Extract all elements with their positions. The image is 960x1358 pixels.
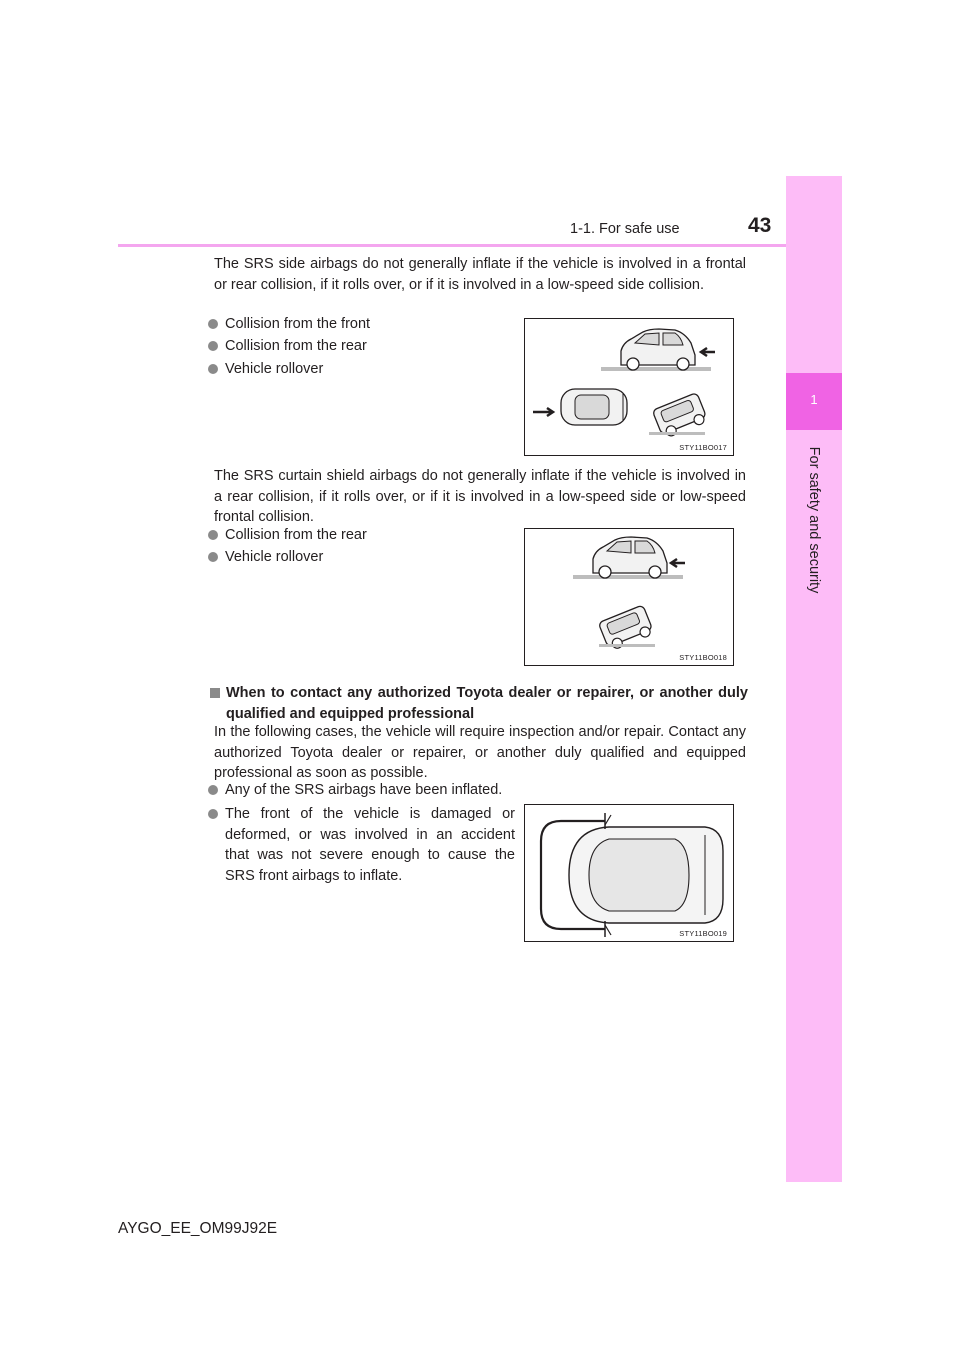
bullet-icon xyxy=(208,552,218,562)
heading-marker-icon xyxy=(210,688,220,698)
chapter-number: 1 xyxy=(810,392,818,407)
chapter-label: For safety and security xyxy=(806,446,822,594)
page-number: 43 xyxy=(748,214,772,237)
bullet-icon xyxy=(208,785,218,795)
figure-side-airbag-cases xyxy=(524,318,734,456)
bullet-icon xyxy=(208,341,218,351)
chapter-side-tab xyxy=(786,176,842,1182)
side-airbags-intro: The SRS side airbags do not generally inflate if the vehicle is involved in a frontal or rear collision, if it rolls over, or if it is involved in a low-speed side collision. xyxy=(214,256,746,293)
list-item: The front of the vehicle is damaged or deformed, or was involved in an accident that was not severe enough to cause the SRS front airbags to inflate. xyxy=(208,804,515,886)
car-side-view-icon xyxy=(601,329,711,371)
bullet-icon xyxy=(208,809,218,819)
running-header: 1-1. For safe use xyxy=(570,221,680,237)
figure-code: STY11BO019 xyxy=(679,929,727,938)
section-heading: When to contact any authorized Toyota dealer or repairer, or another duly qualified and equipped professional xyxy=(210,683,748,724)
list-item: Any of the SRS airbags have been inflated. xyxy=(208,780,502,801)
car-side-view-icon xyxy=(573,537,683,579)
car-top-view-icon xyxy=(561,389,627,425)
contact-section-body: In the following cases, the vehicle will require inspection and/or repair. Contact any authorized Toyota dealer or repairer, or another duly qualified and equipped professional as soon as possible. xyxy=(214,724,746,781)
figure-code: STY11BO018 xyxy=(679,653,727,662)
car-front-damage-illustration xyxy=(525,805,733,941)
car-collision-illustration xyxy=(525,529,733,665)
figure-code: STY11BO017 xyxy=(679,443,727,452)
document-code: AYGO_EE_OM99J92E xyxy=(118,1220,278,1237)
car-top-view-icon xyxy=(569,815,723,935)
header-rule xyxy=(118,244,842,247)
bullet-icon xyxy=(208,319,218,329)
car-collision-illustration xyxy=(525,319,733,455)
list-item: Vehicle rollover xyxy=(208,547,323,568)
list-item: Collision from the rear xyxy=(208,336,367,357)
list-item: Collision from the front xyxy=(208,314,370,335)
list-item: Collision from the rear xyxy=(208,525,367,546)
curtain-airbags-intro: The SRS curtain shield airbags do not generally inflate if the vehicle is involved in a rear collision, if it rolls over, or if it is involved in a low-speed side or low-speed frontal collision. xyxy=(214,468,746,525)
bullet-icon xyxy=(208,364,218,374)
bullet-icon xyxy=(208,530,218,540)
figure-front-damage xyxy=(524,804,734,942)
list-item: Vehicle rollover xyxy=(208,359,323,380)
figure-curtain-airbag-cases xyxy=(524,528,734,666)
